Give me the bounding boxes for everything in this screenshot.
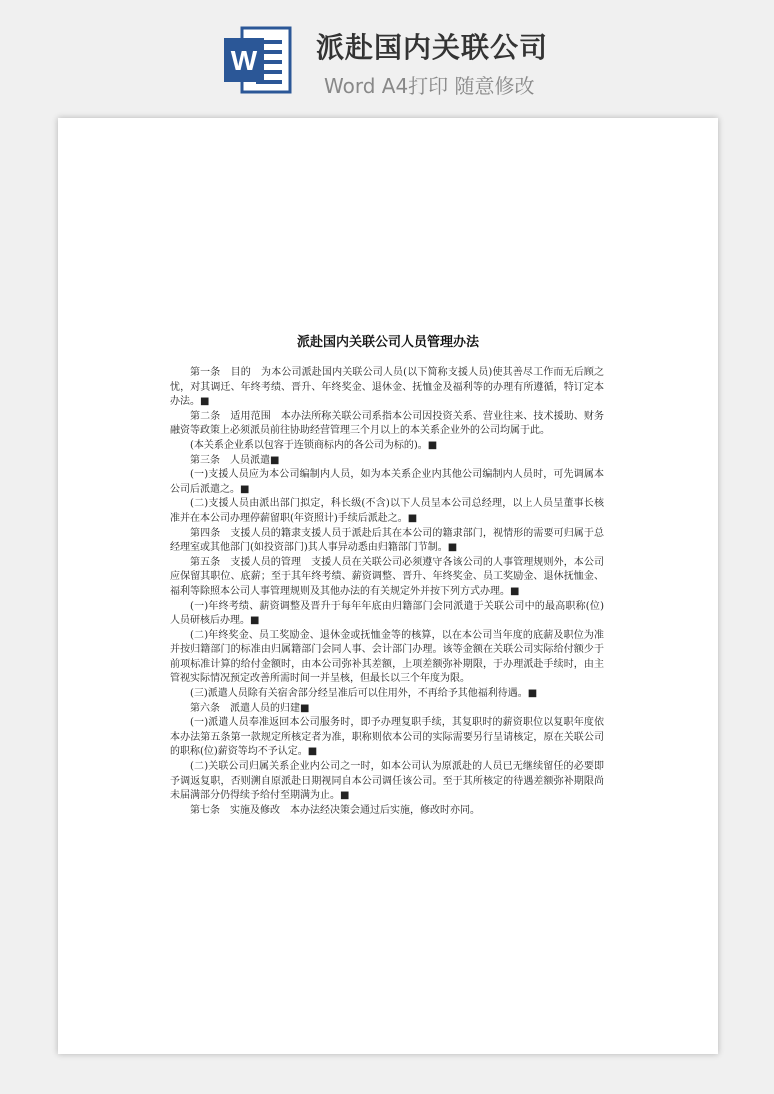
paragraph: 第六条 派遣人员的归建■: [190, 702, 310, 714]
paragraph: 第二条 适用范围 本办法所称关联公司系指本公司因投资关系、营业往来、技术援助、财务融资等政策上必须派员前往协助经营管理三个月以上的本关系企业外的公司均属于此。: [170, 410, 604, 437]
paragraph: (一)支援人员应为本公司编制内人员，如为本关系企业内其他公司编制内人员时，可先调属本公司后派遣之。■: [170, 469, 604, 495]
paragraph: (一)派遣人员奉准返回本公司服务时，即予办理复职手续，其复职时的薪资职位以复职年度依本办法第五条第一款规定所核定者为准，职称则依本公司的实际需要另行呈请核定，原在关联公司的职称(位)薪资等均不予认定。■: [170, 717, 604, 758]
paragraph: (二)支援人员由派出部门拟定，科长级(不含)以下人员呈本公司总经理，以上人员呈董事长核准并在本公司办理停薪留职(年资照计)手续后派赴之。■: [170, 498, 604, 524]
paragraph: 第三条 人员派遣■: [190, 454, 280, 466]
paragraph: (二)年终奖金、员工奖励金、退休金或抚恤金等的核算，以在本公司当年度的底薪及职位为准并按归籍部门的标准由归属籍部门会同人事、会计部门办理。该等金额在关联公司实际给付额少于前项标准计算的给付金额时，由本公司弥补其差额，上项差额弥补期限，于办理派赴手续时，由主管视实际情况预定改善所需时间一并呈核，但最长以三个年度为限。: [170, 629, 604, 685]
paragraph: 第一条 目的 为本公司派赴国内关联公司人员(以下简称支援人员)使其善尽工作而无后顾之忧，对其调迁、年终考绩、晋升、年终奖金、退休金、抚恤金及福利等的办理有所遵循，特订定本办法。■: [170, 367, 604, 408]
document-body: [170, 366, 604, 818]
paragraph: 第五条 支援人员的管理 支援人员在关联公司必须遵守各该公司的人事管理规则外，本公司应保留其职位、底薪；至于其年终考绩、薪资调整、晋升、年终奖金、员工奖励金、退休抚恤金、福利等除照本公司人事管理规则及其他办法的有关规定外并按下列方式办理。■: [170, 556, 604, 597]
document-page: [58, 118, 718, 1054]
paragraph: 第四条 支援人员的籍隶支援人员于派赴后其在本公司的籍隶部门，视情形的需要可归属于总经理室或其他部门(如投资部门)其人事异动悉由归籍部门节制。■: [170, 527, 604, 554]
header-subtitle: Word A4打印 随意修改: [324, 74, 535, 98]
paragraph: (一)年终考绩、薪资调整及晋升于每年年底由归籍部门会同派遣于关联公司中的最高职称(位)人员研核后办理。■: [170, 600, 604, 627]
paragraph: 第七条 实施及修改 本办法经决策会通过后实施，修改时亦同。: [190, 804, 480, 816]
logo-letter: W: [230, 45, 258, 76]
page-header: [0, 0, 774, 118]
paragraph: (二)关联公司归属关系企业内公司之一时，如本公司认为原派赴的人员已无继续留任的必要即予调返复职，否则溯自原派赴日期视同自本公司调任该公司。至于其所核定的待遇差额弥补期限尚未届满部分仍得续予给付至期满为止。■: [170, 761, 604, 802]
paragraph: (本关系企业系以包容于连锁商标内的各公司为标的)。■: [190, 439, 438, 451]
header-title: 派赴国内关联公司: [316, 31, 549, 64]
word-document-icon: [222, 24, 294, 96]
document-title: 派赴国内关联公司人员管理办法: [296, 335, 479, 350]
paragraph: (三)派遣人员除有关宿舍部分经呈准后可以住用外，不再给予其他福利待遇。■: [190, 688, 538, 700]
